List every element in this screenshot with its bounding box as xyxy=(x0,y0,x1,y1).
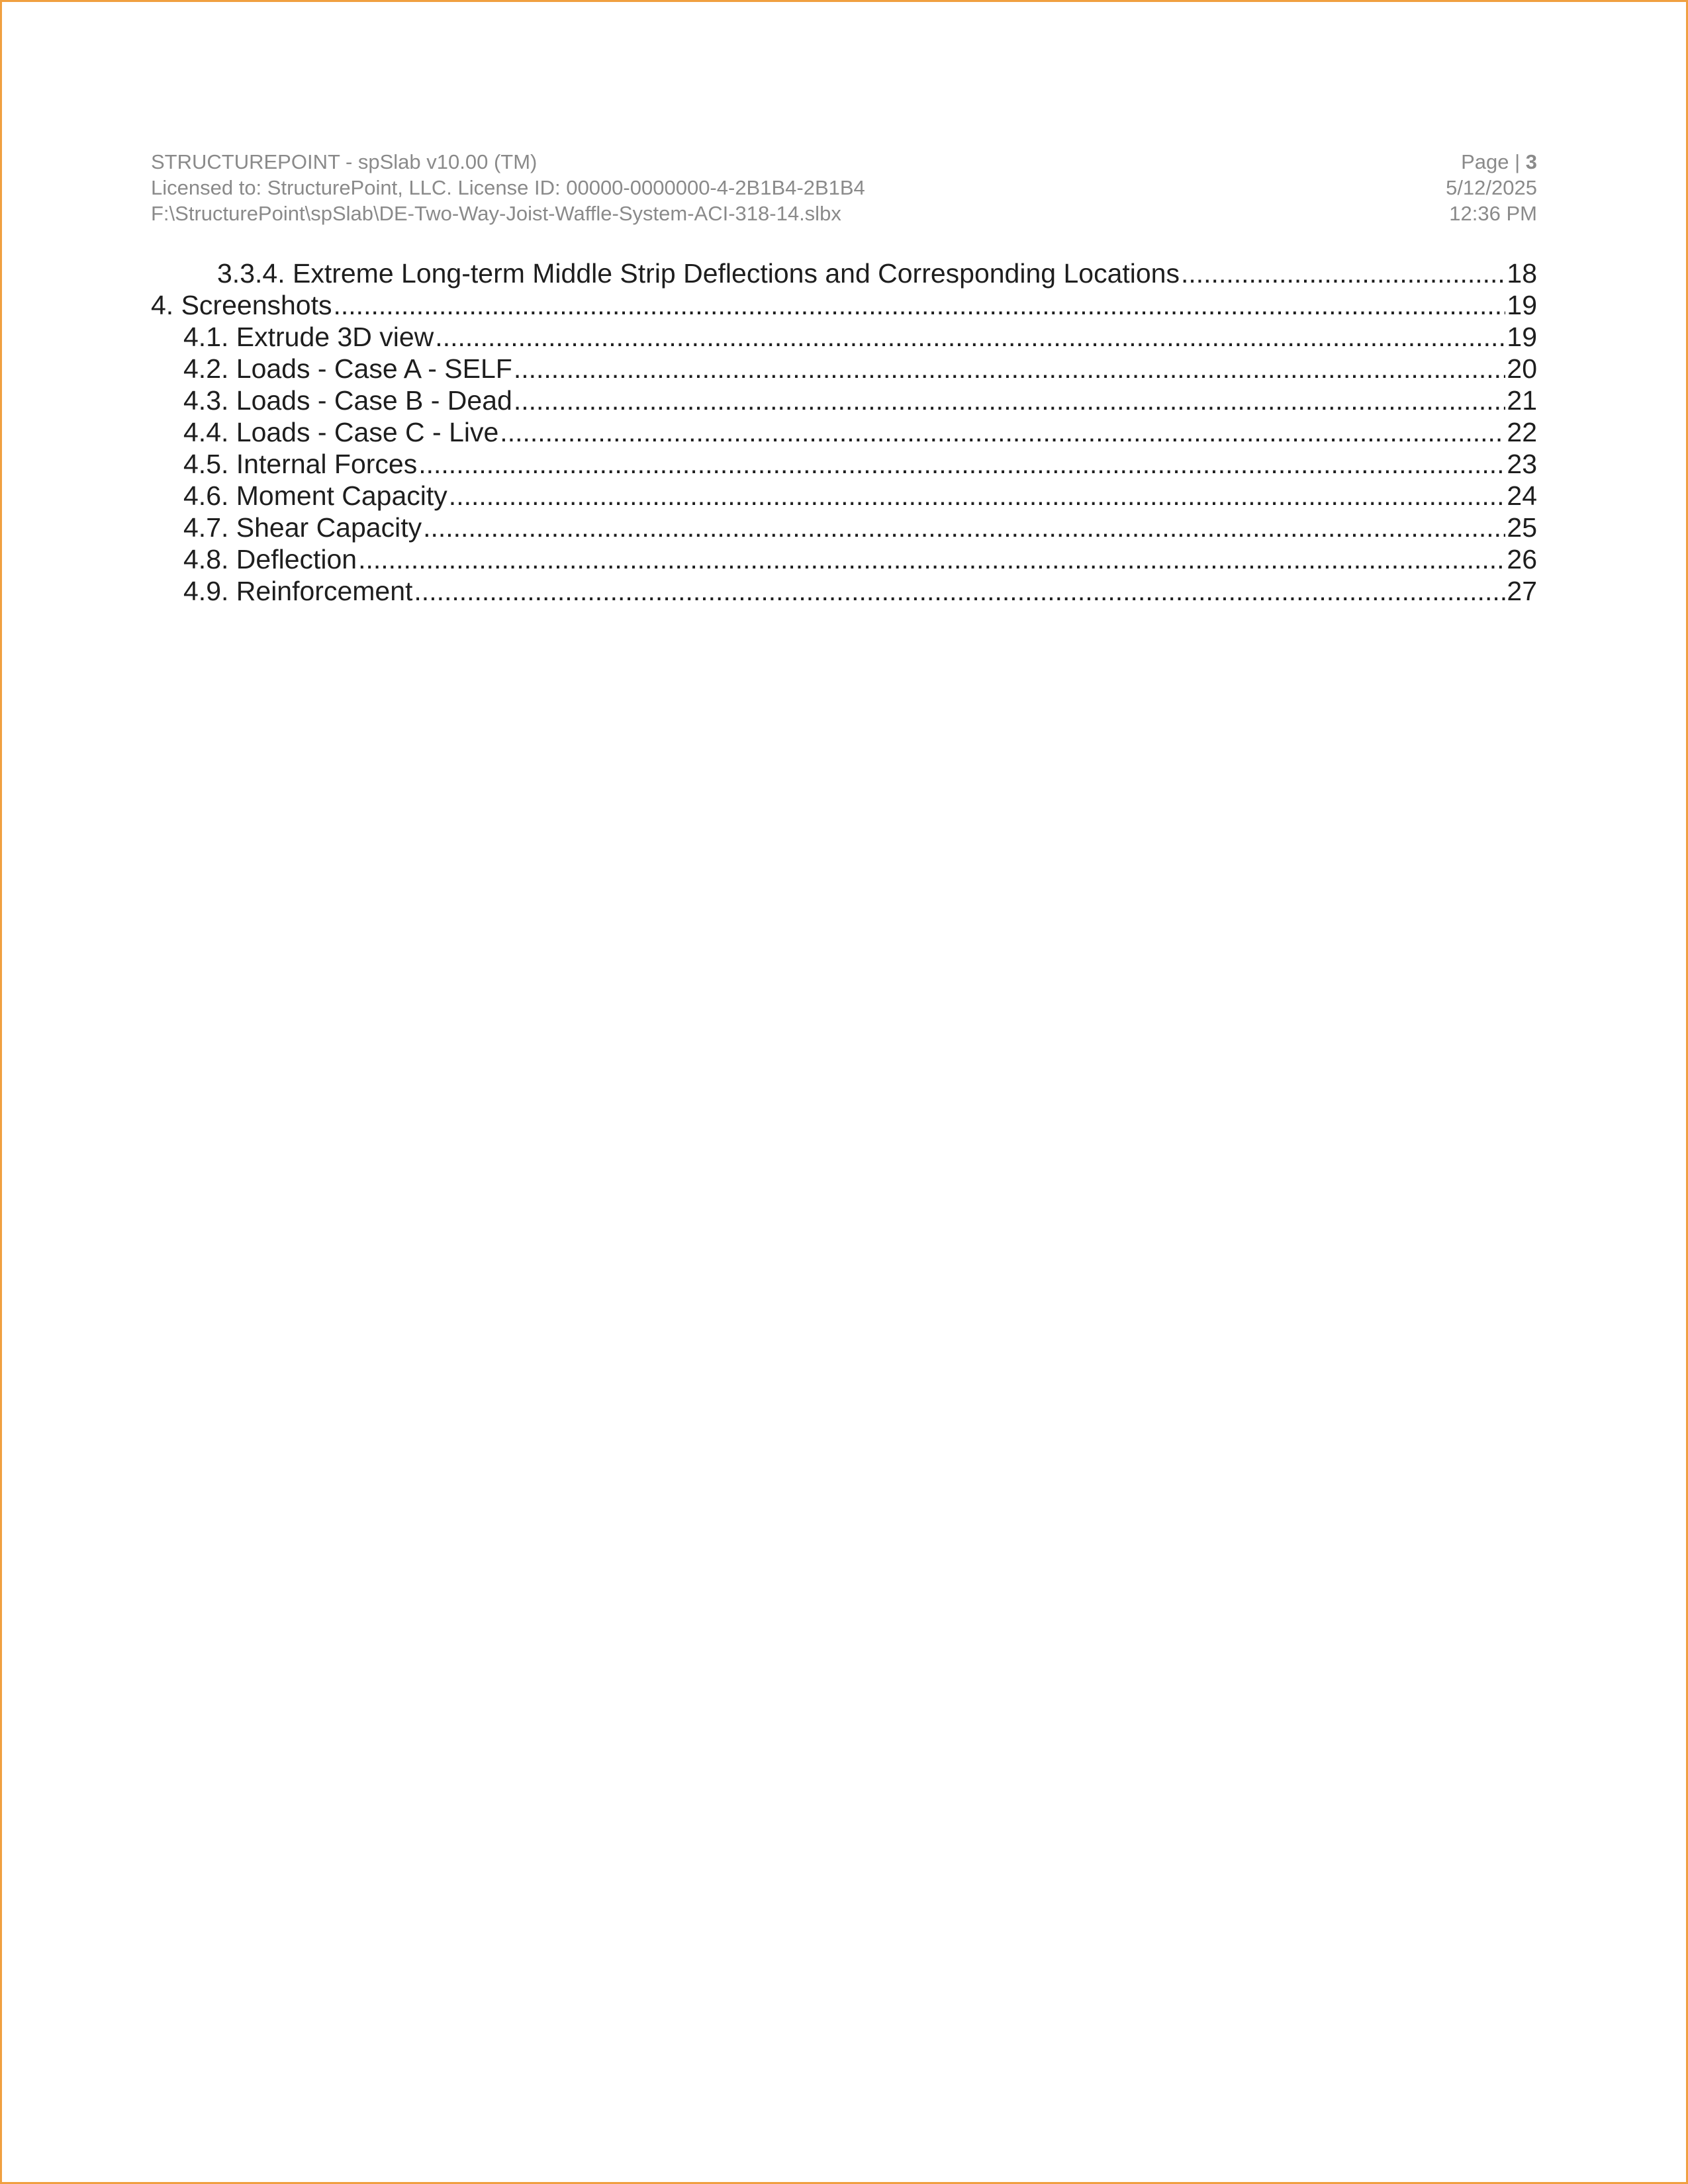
toc-entry-page-number: 22 xyxy=(1507,417,1537,447)
toc-entry-title: 4. Screenshots xyxy=(151,290,332,320)
page-label: Page | xyxy=(1461,150,1526,173)
page-header xyxy=(151,149,1537,226)
toc-entry-title: 4.9. Reinforcement xyxy=(183,576,413,606)
toc-dot-leader xyxy=(358,543,1505,575)
software-name: STRUCTUREPOINT - spSlab v10.00 (TM) xyxy=(151,150,538,173)
toc-entry-page-number: 20 xyxy=(1507,353,1537,384)
toc-entry-title: 4.2. Loads - Case A - SELF xyxy=(183,353,512,384)
table-of-contents xyxy=(151,257,1537,607)
toc-entry[interactable] xyxy=(151,448,1537,480)
toc-entry[interactable] xyxy=(151,321,1537,353)
toc-entry-title: 4.6. Moment Capacity xyxy=(183,480,447,511)
toc-dot-leader xyxy=(514,353,1506,385)
toc-entry-title: 4.8. Deflection xyxy=(183,544,357,574)
header-row-1 xyxy=(151,149,1537,175)
toc-entry[interactable] xyxy=(151,385,1537,416)
toc-entry-title: 4.7. Shear Capacity xyxy=(183,512,422,543)
header-row-2 xyxy=(151,175,1537,201)
license-info: Licensed to: StructurePoint, LLC. License ID: 00000-0000000-4-2B1B4-2B1B4 xyxy=(151,176,865,199)
toc-dot-leader xyxy=(449,480,1506,512)
toc-dot-leader xyxy=(435,321,1505,353)
toc-dot-leader xyxy=(423,512,1505,543)
toc-entry-page-number: 19 xyxy=(1507,290,1537,320)
toc-dot-leader xyxy=(514,385,1506,416)
toc-dot-leader xyxy=(414,575,1505,607)
toc-entry-page-number: 21 xyxy=(1507,385,1537,416)
header-row-3 xyxy=(151,201,1537,226)
page-indicator xyxy=(1461,149,1537,175)
toc-entry-title: 4.1. Extrude 3D view xyxy=(183,322,434,352)
toc-dot-leader xyxy=(418,448,1505,480)
toc-entry[interactable] xyxy=(151,543,1537,575)
toc-entry[interactable] xyxy=(151,575,1537,607)
toc-entry-title: 3.3.4. Extreme Long-term Middle Strip Deflections and Corresponding Locations xyxy=(217,258,1180,289)
toc-entry-title: 4.4. Loads - Case C - Live xyxy=(183,417,499,447)
toc-dot-leader xyxy=(1181,257,1505,289)
toc-entry-title: 4.5. Internal Forces xyxy=(183,449,418,479)
header-date: 5/12/2025 xyxy=(1446,176,1537,199)
page-number: 3 xyxy=(1525,150,1537,173)
toc-entry-page-number: 18 xyxy=(1507,258,1537,289)
toc-entry-page-number: 27 xyxy=(1507,576,1537,606)
toc-dot-leader xyxy=(500,416,1505,448)
toc-entry-page-number: 24 xyxy=(1507,480,1537,511)
toc-entry-page-number: 26 xyxy=(1507,544,1537,574)
toc-entry[interactable] xyxy=(151,289,1537,321)
toc-entry-page-number: 25 xyxy=(1507,512,1537,543)
toc-entry-page-number: 19 xyxy=(1507,322,1537,352)
toc-entry[interactable] xyxy=(151,512,1537,543)
toc-entry-page-number: 23 xyxy=(1507,449,1537,479)
toc-entry[interactable] xyxy=(151,416,1537,448)
toc-entry[interactable] xyxy=(151,257,1537,289)
toc-dot-leader xyxy=(334,289,1506,321)
toc-entry-title: 4.3. Loads - Case B - Dead xyxy=(183,385,512,416)
header-time: 12:36 PM xyxy=(1449,202,1537,225)
toc-entry[interactable] xyxy=(151,480,1537,512)
toc-entry[interactable] xyxy=(151,353,1537,385)
file-path: F:\StructurePoint\spSlab\DE-Two-Way-Joist-Waffle-System-ACI-318-14.slbx xyxy=(151,202,841,225)
